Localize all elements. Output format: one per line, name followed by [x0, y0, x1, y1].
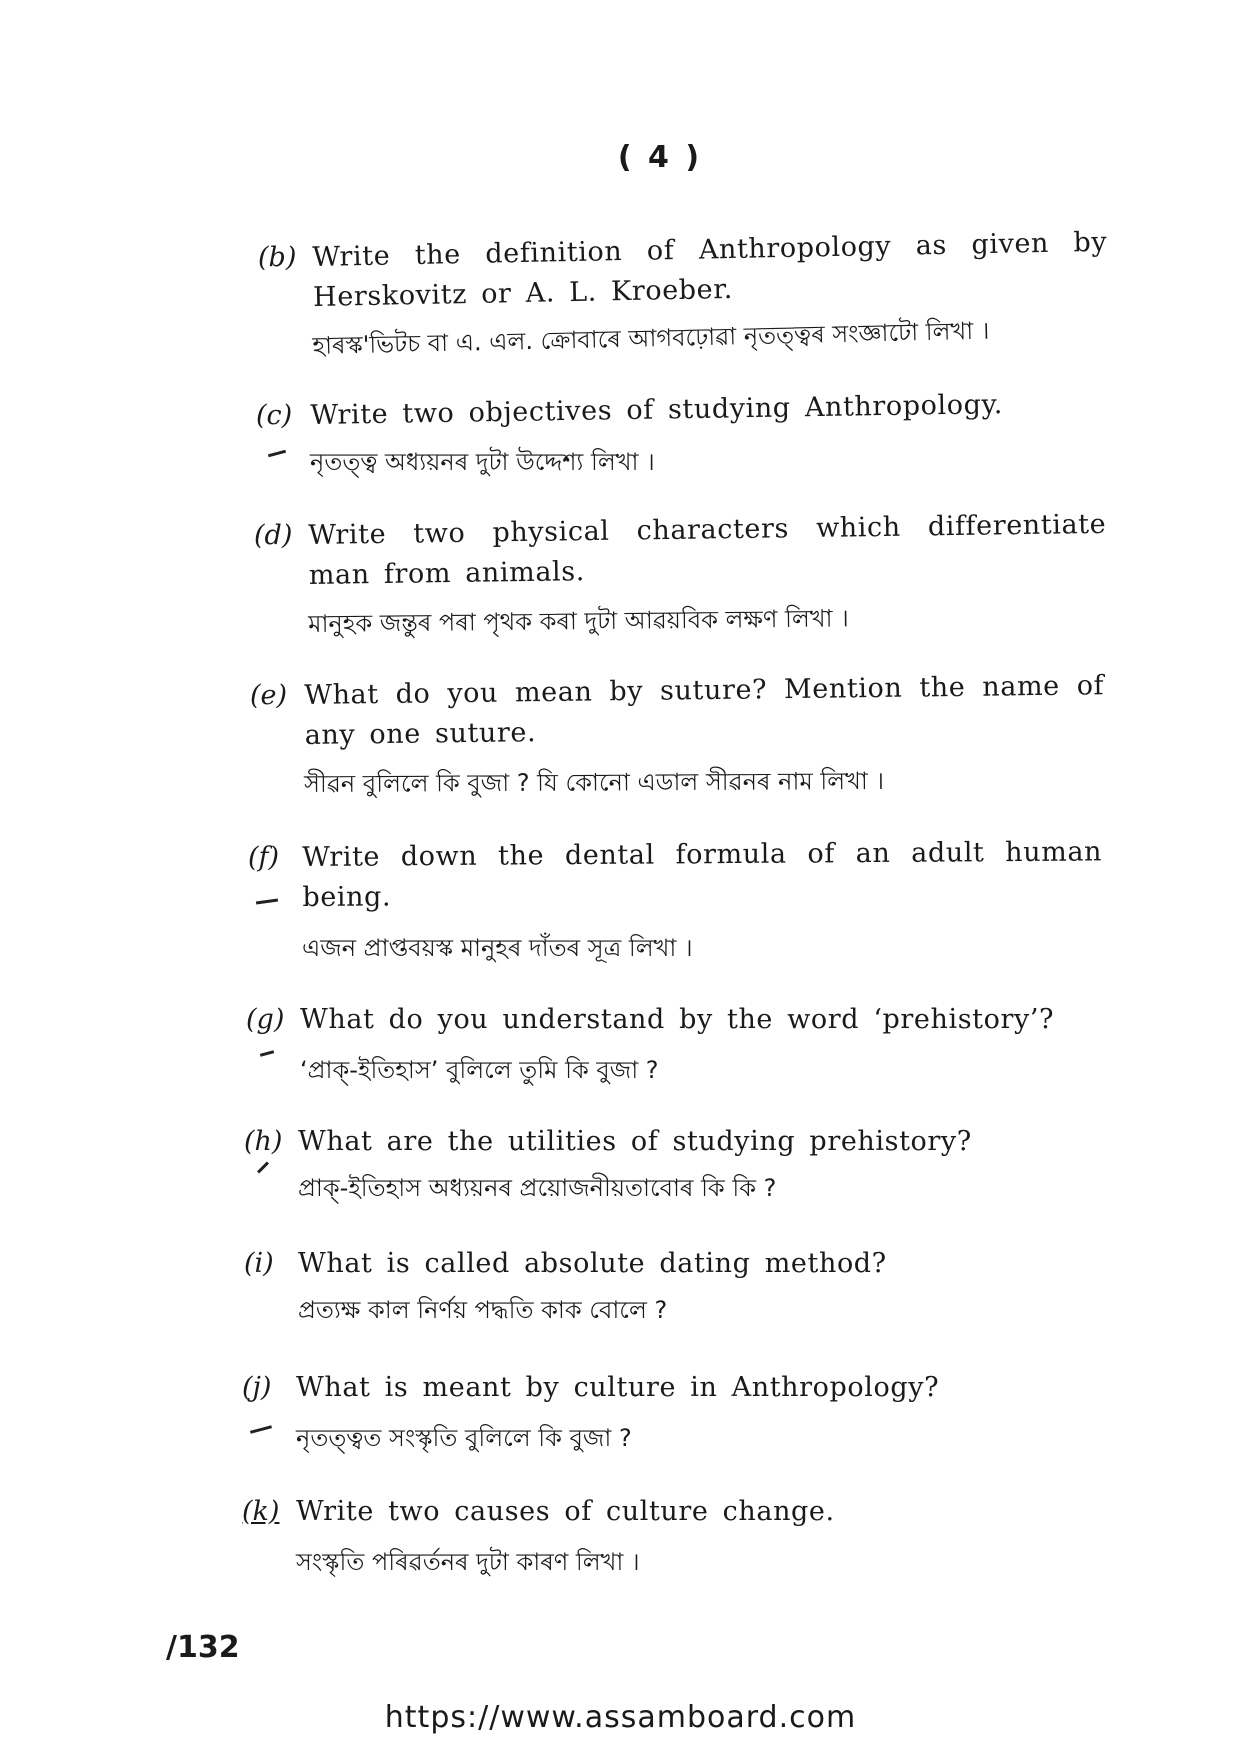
question-translation: সংস্কৃতি পৰিৱৰ্তনৰ দুটা কাৰণ লিখা ।	[296, 1548, 640, 1576]
question-label: (f)	[248, 842, 280, 873]
question-translation: ‘প্ৰাক্-ইতিহাস’ বুলিলে তুমি কি বুজা ?	[300, 1056, 659, 1084]
question-label: (b)	[258, 242, 297, 273]
question-text: What do you mean by suture? Mention the name of any one suture.	[304, 670, 1105, 751]
question-translation: হাৰস্ক'ভিটচ বা এ. এল. ক্ৰোবাৰে আগবঢ়োৱা নৃতত্ত্বৰ সংজ্ঞাটো লিখা ।	[312, 316, 990, 360]
question-translation: মানুহক জন্তুৰ পৰা পৃথক কৰা দুটা আৱয়বিক লক্ষণ লিখা ।	[308, 604, 849, 638]
question-text: Write two causes of culture change.	[296, 1496, 835, 1527]
question-label: (c)	[256, 400, 293, 431]
check-mark-icon	[250, 1425, 272, 1434]
check-mark-icon	[257, 1161, 269, 1173]
question-translation: নৃতত্ত্ব অধ্যয়নৰ দুটা উদ্দেশ্য লিখা ।	[310, 448, 655, 476]
question-text: Write the definition of Anthropology as given by Herskovitz or A. L. Kroeber.	[312, 226, 1108, 313]
question-text: What is called absolute dating method?	[298, 1248, 887, 1279]
question-text: What do you understand by the word ‘prehistory’?	[300, 1004, 1055, 1035]
check-mark-icon	[260, 1050, 274, 1057]
question-translation: প্ৰাক্-ইতিহাস অধ্যয়নৰ প্ৰয়োজনীয়তাবোৰ কি কি ?	[298, 1174, 777, 1202]
question-text: Write down the dental formula of an adult human being.	[302, 836, 1103, 913]
footer-url[interactable]: https://www.assamboard.com	[384, 1700, 857, 1735]
question-text: Write two objectives of studying Anthropology.	[310, 389, 1004, 431]
question-text: What is meant by culture in Anthropology?	[296, 1372, 940, 1403]
question-text: Write two physical characters which differentiate man from animals.	[308, 508, 1107, 591]
check-mark-icon	[256, 898, 278, 904]
question-label: (h)	[244, 1126, 283, 1157]
question-label: (d)	[254, 520, 293, 551]
question-label: (j)	[242, 1372, 272, 1403]
check-mark-icon	[268, 450, 286, 458]
question-label: (g)	[246, 1004, 285, 1035]
question-label: (i)	[244, 1248, 274, 1279]
question-translation: এজন প্ৰাপ্তবয়স্ক মানুহৰ দাঁতৰ সূত্ৰ লিখা ।	[302, 934, 693, 962]
page-number: ( 4 )	[617, 140, 703, 175]
paper-code: /132	[166, 1630, 240, 1665]
question-label: (e)	[250, 680, 288, 711]
question-translation: নৃতত্ত্বত সংস্কৃতি বুলিলে কি বুজা ?	[296, 1424, 632, 1452]
question-text: What are the utilities of studying prehistory?	[298, 1126, 972, 1157]
question-label: (k)	[242, 1496, 280, 1527]
question-translation: সীৱন বুলিলে কি বুজা ? যি কোনো এডাল সীৱনৰ নাম লিখা ।	[304, 766, 885, 798]
question-translation: প্ৰত্যক্ষ কাল নিৰ্ণয় পদ্ধতি কাক বোলে ?	[298, 1296, 668, 1324]
